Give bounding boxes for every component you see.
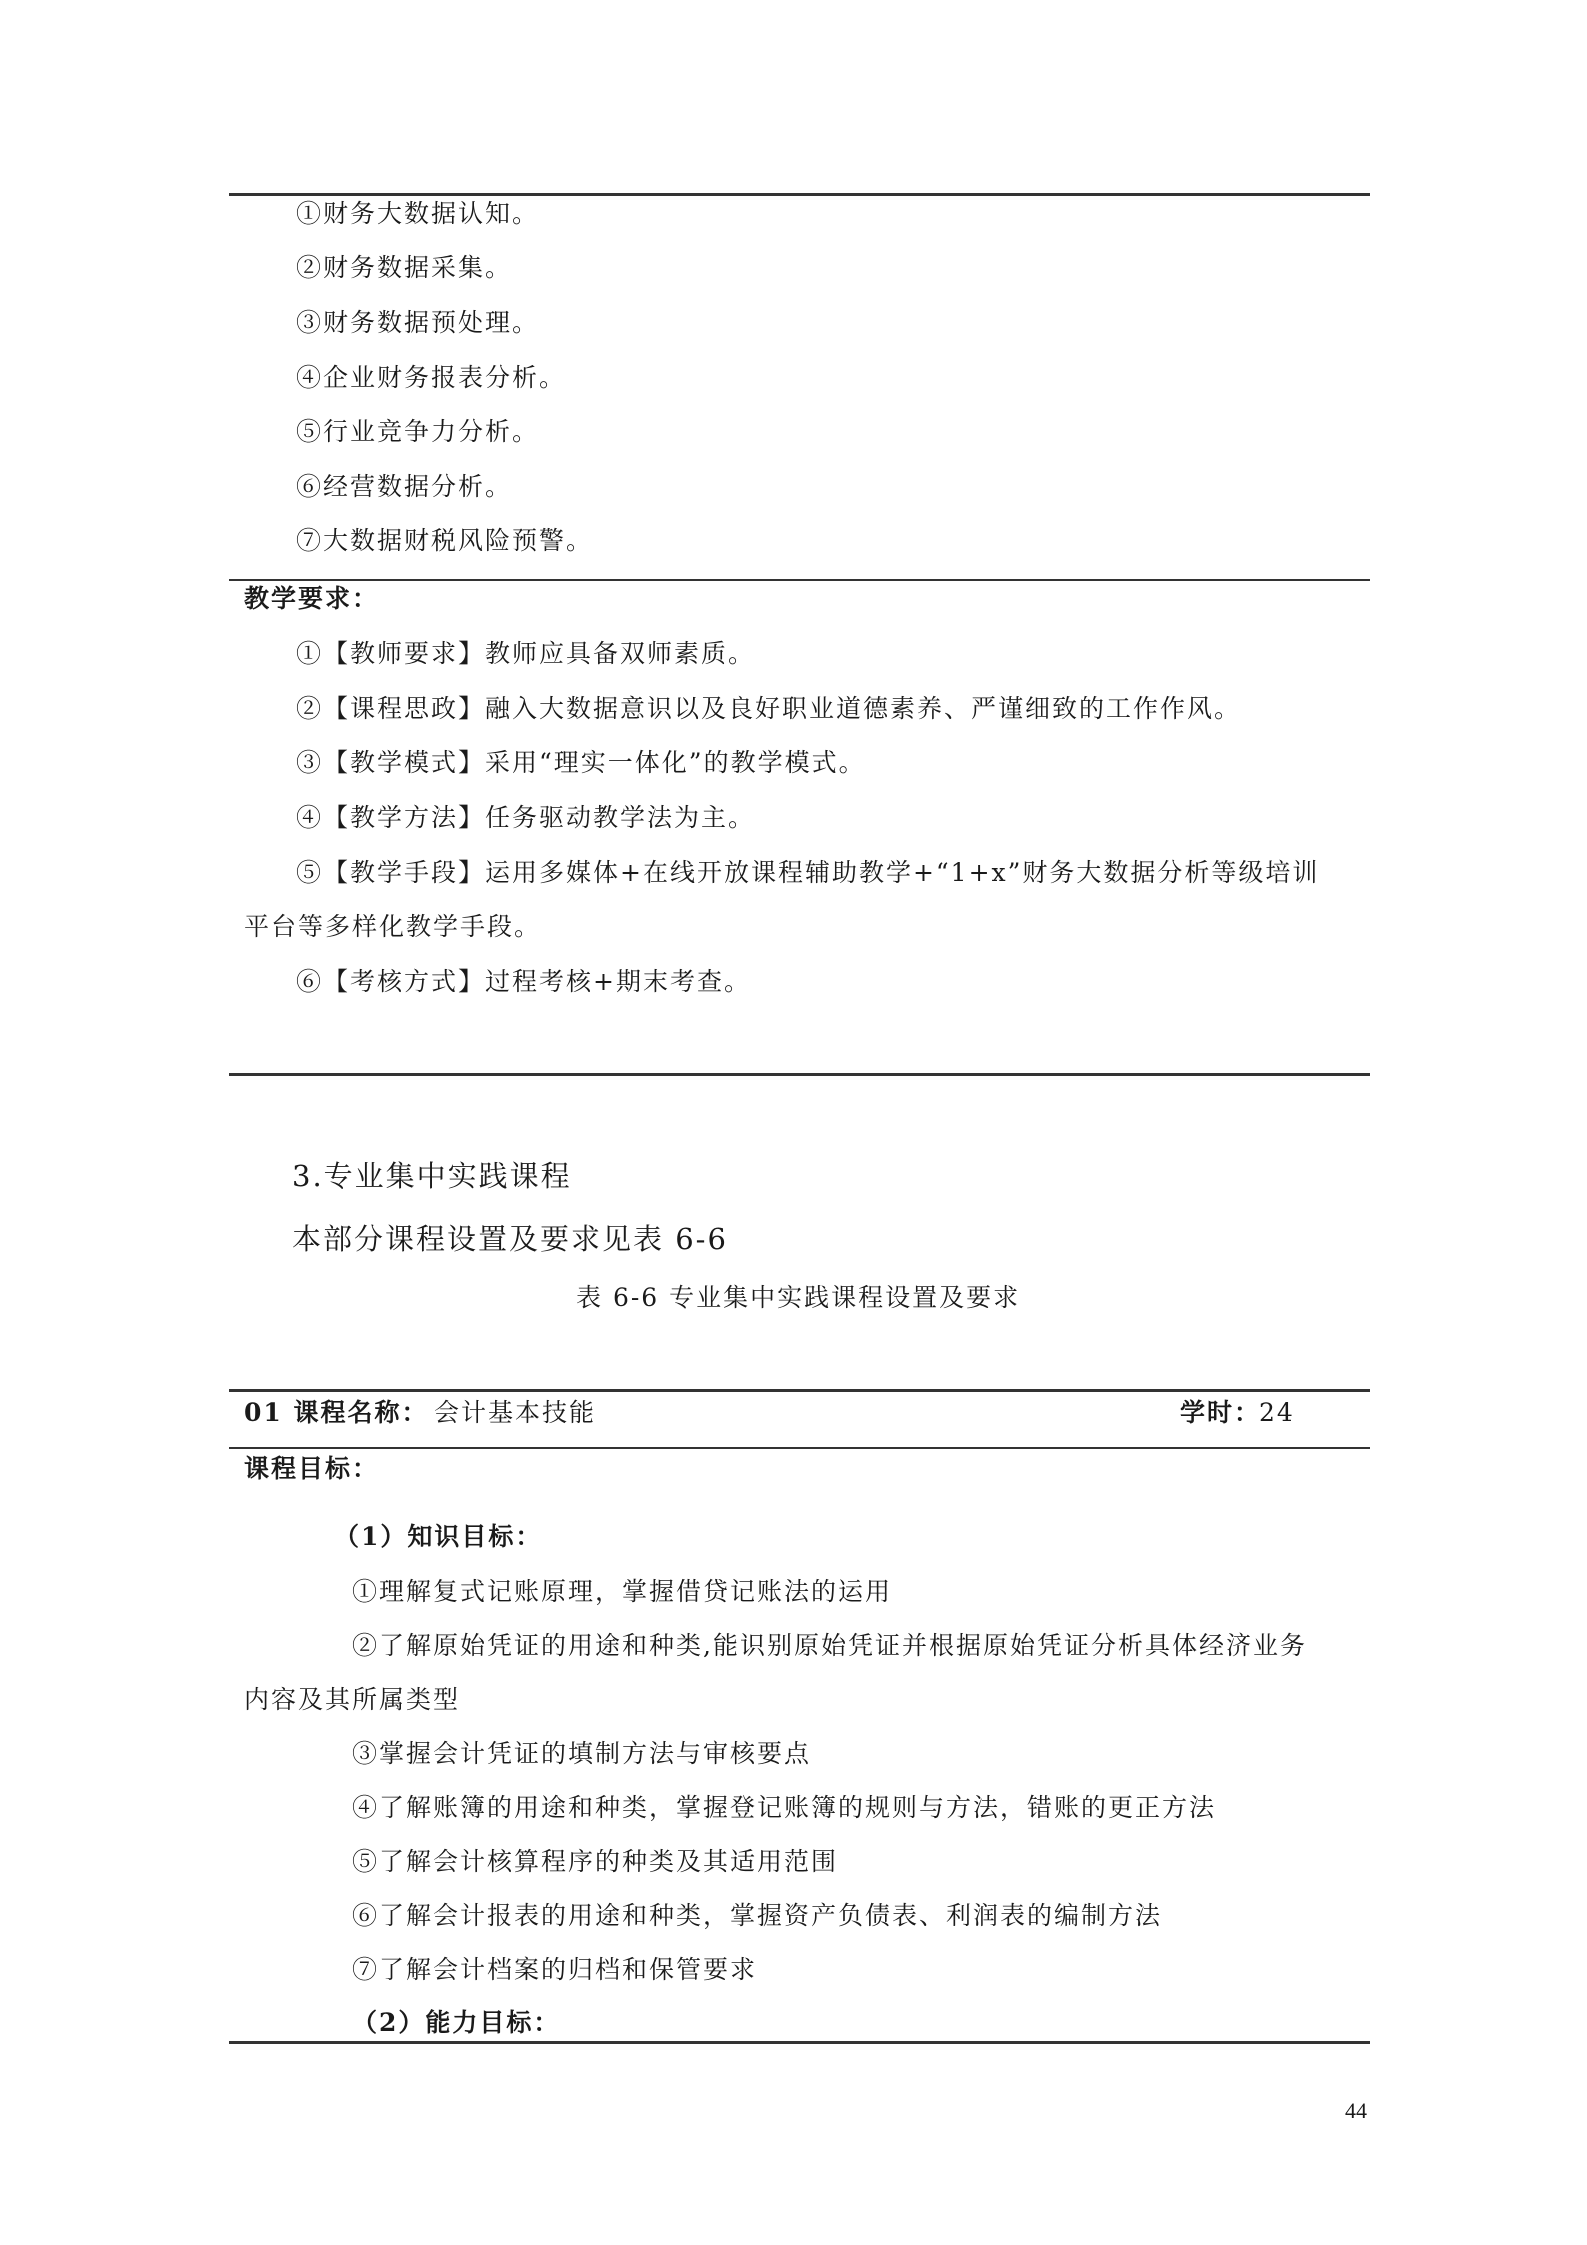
knowledge-objectives-label: （1）知识目标： [334,1522,543,1551]
section-heading: 3.专业集中实践课程 [292,1159,572,1193]
teaching-requirement-item: 平台等多样化教学手段。 [244,912,542,941]
knowledge-item: ⑦了解会计档案的归档和保管要求 [352,1955,758,1984]
content-item: ③财务数据预处理。 [296,308,540,337]
table-border-top [229,193,1370,196]
course-hours-value: 24 [1259,1398,1295,1427]
knowledge-item: ②了解原始凭证的用途和种类,能识别原始凭证并根据原始凭证分析具体经济业务 [352,1631,1307,1660]
course-table-border-top [229,1389,1370,1392]
teaching-requirement-item: ⑤【教学手段】运用多媒体+在线开放课程辅助教学+“1+x”财务大数据分析等级培训 [296,858,1320,887]
course-table-divider [229,1447,1370,1449]
page-number: 44 [1345,2098,1367,2123]
knowledge-item: ④了解账簿的用途和种类，掌握登记账簿的规则与方法，错账的更正方法 [352,1793,1217,1822]
teaching-requirement-item: ④【教学方法】任务驱动教学法为主。 [296,803,756,832]
knowledge-item: ③掌握会计凭证的填制方法与审核要点 [352,1739,812,1768]
section-intro: 本部分课程设置及要求见表 6-6 [292,1222,728,1256]
teaching-requirement-item: ②【课程思政】融入大数据意识以及良好职业道德素养、严谨细致的工作作风。 [296,694,1242,723]
teaching-requirement-item: ⑥【考核方式】过程考核+期末考查。 [296,967,751,996]
table-caption: 表 6-6 专业集中实践课程设置及要求 [576,1283,1021,1312]
knowledge-item: ⑤了解会计核算程序的种类及其适用范围 [352,1847,839,1876]
course-name-label: 01 课程名称： [244,1398,429,1427]
course-objectives-label: 课程目标： [244,1454,380,1483]
ability-objectives-label: （2）能力目标： [352,2008,561,2037]
teaching-requirement-item: ①【教师要求】教师应具备双师素质。 [296,639,756,668]
course-name-value: 会计基本技能 [434,1398,597,1427]
teaching-requirements-label: 教学要求： [244,584,380,613]
table-border-bottom [229,1073,1370,1076]
content-item: ⑤行业竞争力分析。 [296,417,540,446]
content-item: ②财务数据采集。 [296,253,513,282]
content-item: ⑥经营数据分析。 [296,472,513,501]
teaching-requirement-item: ③【教学模式】采用“理实一体化”的教学模式。 [296,748,866,777]
table-divider [229,579,1370,581]
knowledge-item: ①理解复式记账原理，掌握借贷记账法的运用 [352,1577,893,1606]
knowledge-item: ⑥了解会计报表的用途和种类，掌握资产负债表、利润表的编制方法 [352,1901,1163,1930]
knowledge-item: 内容及其所属类型 [244,1685,461,1714]
course-table-border-bottom [229,2041,1370,2044]
content-item: ①财务大数据认知。 [296,199,540,228]
content-item: ⑦大数据财税风险预警。 [296,526,594,555]
course-hours-label: 学时： [1180,1398,1262,1427]
content-item: ④企业财务报表分析。 [296,363,567,392]
